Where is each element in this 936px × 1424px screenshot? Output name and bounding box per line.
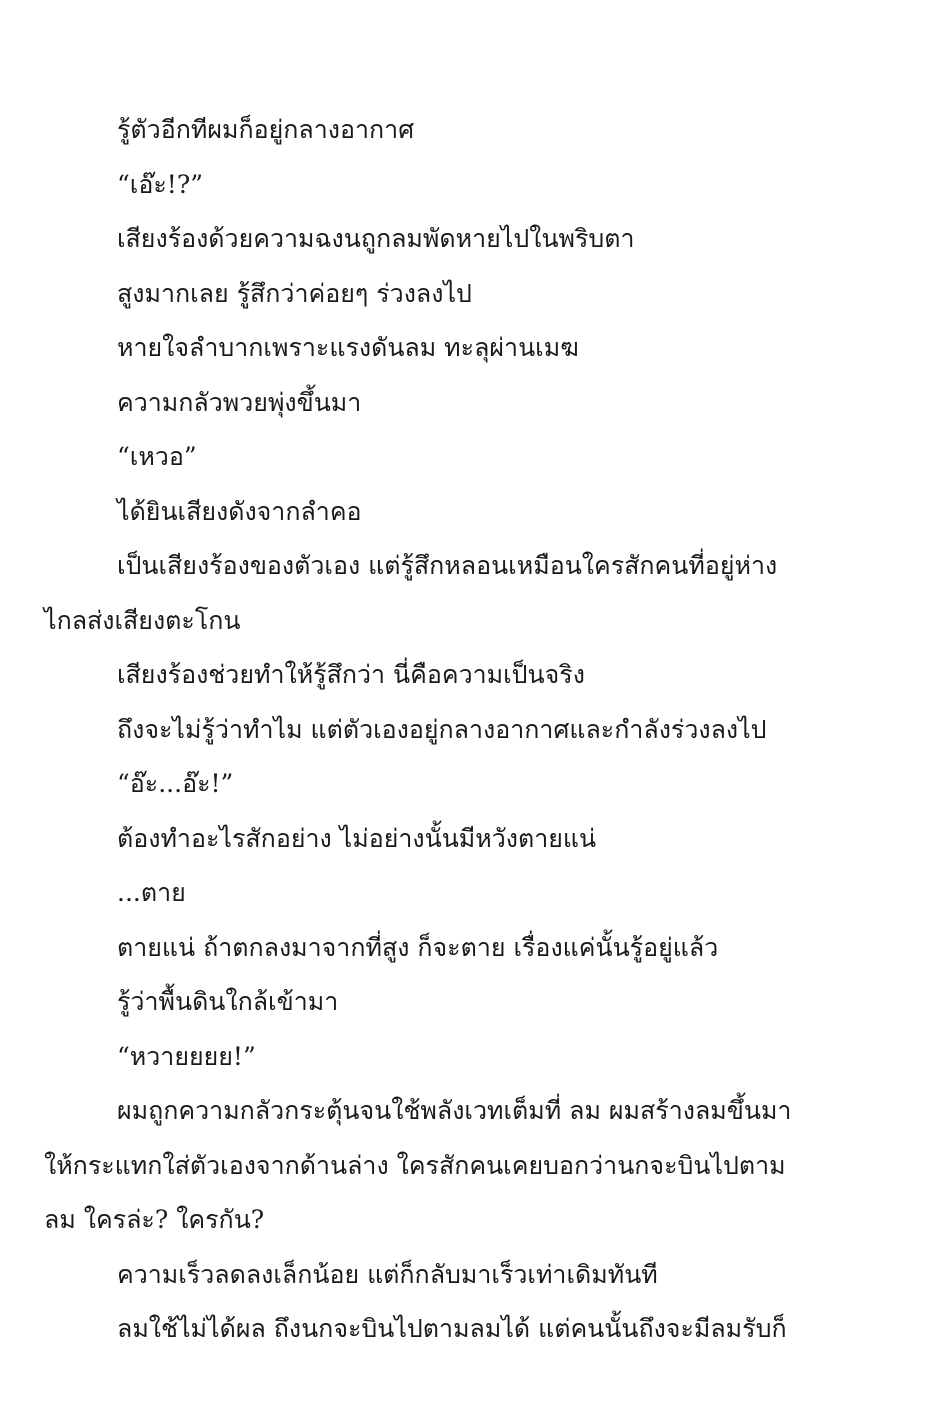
text-line: “เอ๊ะ!?” [117, 169, 203, 199]
text-line: ตายแน่ ถ้าตกลงมาจากที่สูง ก็จะตาย เรื่องแค่นั้นรู้อยู่แล้ว [117, 932, 719, 962]
text-line: “เหวอ” [117, 442, 197, 471]
text-line: รู้ตัวอีกทีผมก็อยู่กลางอากาศ [117, 115, 415, 144]
text-line: ลมใช้ไม่ได้ผล ถึงนกจะบินไปตามลมได้ แต่คนนั้นถึงจะมีลมรับก็ [117, 1314, 787, 1343]
text-line: เป็นเสียงร้องของตัวเอง แต่รู้สึกหลอนเหมือนใครสักคนที่อยู่ห่าง [117, 551, 778, 580]
text-line: ให้กระแทกใส่ตัวเองจากด้านล่าง ใครสักคนเคยบอกว่านกจะบินไปตาม [44, 1150, 786, 1180]
text-line: สูงมากเลย รู้สึกว่าค่อยๆ ร่วงลงไป [117, 278, 472, 308]
text-line: รู้ว่าพื้นดินใกล้เข้ามา [117, 987, 339, 1016]
text-line: ผมถูกความกลัวกระตุ้นจนใช้พลังเวทเต็มที่ ลม ผมสร้างลมขึ้นมา [117, 1096, 792, 1125]
text-line: ถึงจะไม่รู้ว่าทำไม แต่ตัวเองอยู่กลางอากาศและกำลังร่วงลงไป [117, 714, 767, 744]
text-line: ความกลัวพวยพุ่งขึ้นมา [117, 387, 362, 417]
text-line: เสียงร้องด้วยความฉงนถูกลมพัดหายไปในพริบตา [117, 224, 635, 253]
text-line: ลม ใครล่ะ? ใครกัน? [44, 1205, 265, 1234]
text-line: “อ๊ะ...อ๊ะ!” [117, 769, 234, 798]
text-line: ต้องทำอะไรสักอย่าง ไม่อย่างนั้นมีหวังตายแน่ [117, 823, 597, 853]
text-line: ...ตาย [117, 878, 186, 907]
text-line: ไกลส่งเสียงตะโกน [44, 605, 241, 635]
text-line: ได้ยินเสียงดังจากลำคอ [117, 496, 362, 526]
text-line: “หวายยยย!” [117, 1041, 256, 1071]
text-line: เสียงร้องช่วยทำให้รู้สึกว่า นี่คือความเป็นจริง [117, 660, 585, 689]
text-line: หายใจลำบากเพราะแรงดันลม ทะลุผ่านเมฆ [117, 333, 579, 362]
text-line: ความเร็วลดลงเล็กน้อย แต่ก็กลับมาเร็วเท่าเดิมทันที [117, 1259, 658, 1289]
body-text [44, 103, 804, 1357]
